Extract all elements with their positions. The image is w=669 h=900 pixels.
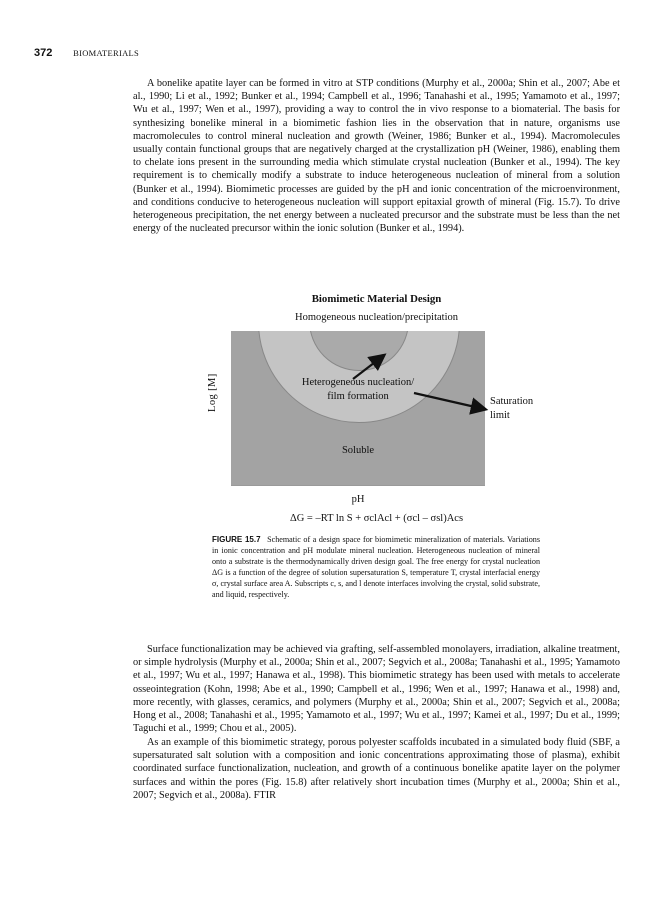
figure-title: Biomimetic Material Design [311,293,442,305]
page-header [34,47,139,59]
page-number: 372 [34,47,53,59]
heterogeneous-label-line1: Heterogeneous nucleation/ [301,377,415,388]
body-paragraph-2: Surface functionalization may be achieved via grafting, self-assembled monolayers, irradiation, alkaline treatment, or simple hydrolysis (Murphy et al., 2000a; Shin et al., 2007; Segvich et al., 2008a; Tanahashi et al., 1995; Yamamoto et al., 1997; Wu et al., 1997; Hanawa et al., 1998). This biomimetic strategy has been used with metals to accelerate osseointegration (Kohn, 1998; Abe et al., 1990; Campbell et al., 1996; Wen et al., 1997; Hanawa et al., 1998) and, more recently, with glasses, ceramics, and polymers (Murphy et al., 2000a; Shin et al., 2007; Segvich et al., 2008a; Hong et al., 2008; Tanahashi et al., 1995; Yamamoto et al., 1997; Wu et al., 1997; Kamei et al., 1997; Du et al., 1999; Taguchi et al., 1999; Chou et al., 2005). [133,644,620,735]
body-paragraph-1: A bonelike apatite layer can be formed in vitro at STP conditions (Murphy et al., 2000a; Shin et al., 2007; Abe et al., 1990; Li et al., 1992; Bunker et al., 1994; Campbell et al., 1996; Tanahashi et al., 1995; Yamamoto et al., 1997; Wu et al., 1997; Wen et al., 1997), providing a way to control the in vivo response to a biomaterial. The basis for synthesizing bonelike mineral in a biomimetic fashion lies in the observation that in nature, organisms use macromolecules to control mineral nucleation and growth (Weiner, 1986; Bunker et al., 1994). Macromolecules usually contain functional groups that are negatively charged at the crystallization pH (Weiner, 1986), enabling them to chelate ions present in the surrounding media which stimulate crystal nucleation (Bunker et al., 1994). The key requirement is to chemically modify a substrate to induce heterogeneous nucleation of mineral from a solution (Bunker et al., 1994). Biomimetic processes are guided by the pH and ionic concentration of the microenvironment, and conditions conducive to heterogeneous nucleation will support epitaxial growth of mineral (Fig. 15.7). To drive heterogeneous precipitation, the net energy between a nucleated precursor and the substrate must be less than the net energy of the nucleated precursor within the ionic solution (Bunker et al., 1994). [133,78,620,235]
soluble-label: Soluble [341,445,375,456]
figure-caption-label: FIGURE 15.7 [212,535,261,544]
body-paragraph-3: As an example of this biomimetic strategy, porous polyester scaffolds incubated in a simulated body fluid (SBF, a supersaturated salt solution with a composition and ionic concentrations approximating those of plasma), exhibit coordinated surface functionalization, nucleation, and growth of a continuous bonelike apatite layer on the polymer surfaces and within the pores (Fig. 15.8) after relatively short incubation times (Murphy et al., 2000a; Shin et al., 2007; Segvich et al., 2008a). FTIR [133,737,620,801]
diagram-arrows [231,331,491,485]
free-energy-formula: ΔG = –RT ln S + σclAcl + (σcl – σsl)Acs [289,513,464,524]
homogeneous-arrow [353,356,383,379]
figure-caption-text: Schematic of a design space for biomimetic mineralization of materials. Variations in ionic concentration and pH modulate mineral nucleation. Heterogeneous nucleation of mineral onto a substrate is the thermodynamically driven design goal. The free energy for crystal nucleation ΔG is a function of the degree of solution supersaturation S, temperature T, crystal interfacial energy σ, crystal surface area A. Subscripts c, s, and l denote interfaces involving the crystal, solid substrate, and liquid, respectively. [212,535,540,599]
x-axis-label: pH [351,494,365,505]
saturation-label-line2: limit [490,410,510,421]
saturation-limit-label [490,395,570,423]
saturation-arrow [414,393,484,409]
figure-top-label: Homogeneous nucleation/precipitation [295,312,458,323]
saturation-label-line1: Saturation [490,396,534,407]
y-axis-label: Log [M] [207,373,218,412]
running-title: BIOMATERIALS [73,48,140,58]
figure-caption [212,534,540,600]
heterogeneous-label-line2: film formation [327,391,389,402]
